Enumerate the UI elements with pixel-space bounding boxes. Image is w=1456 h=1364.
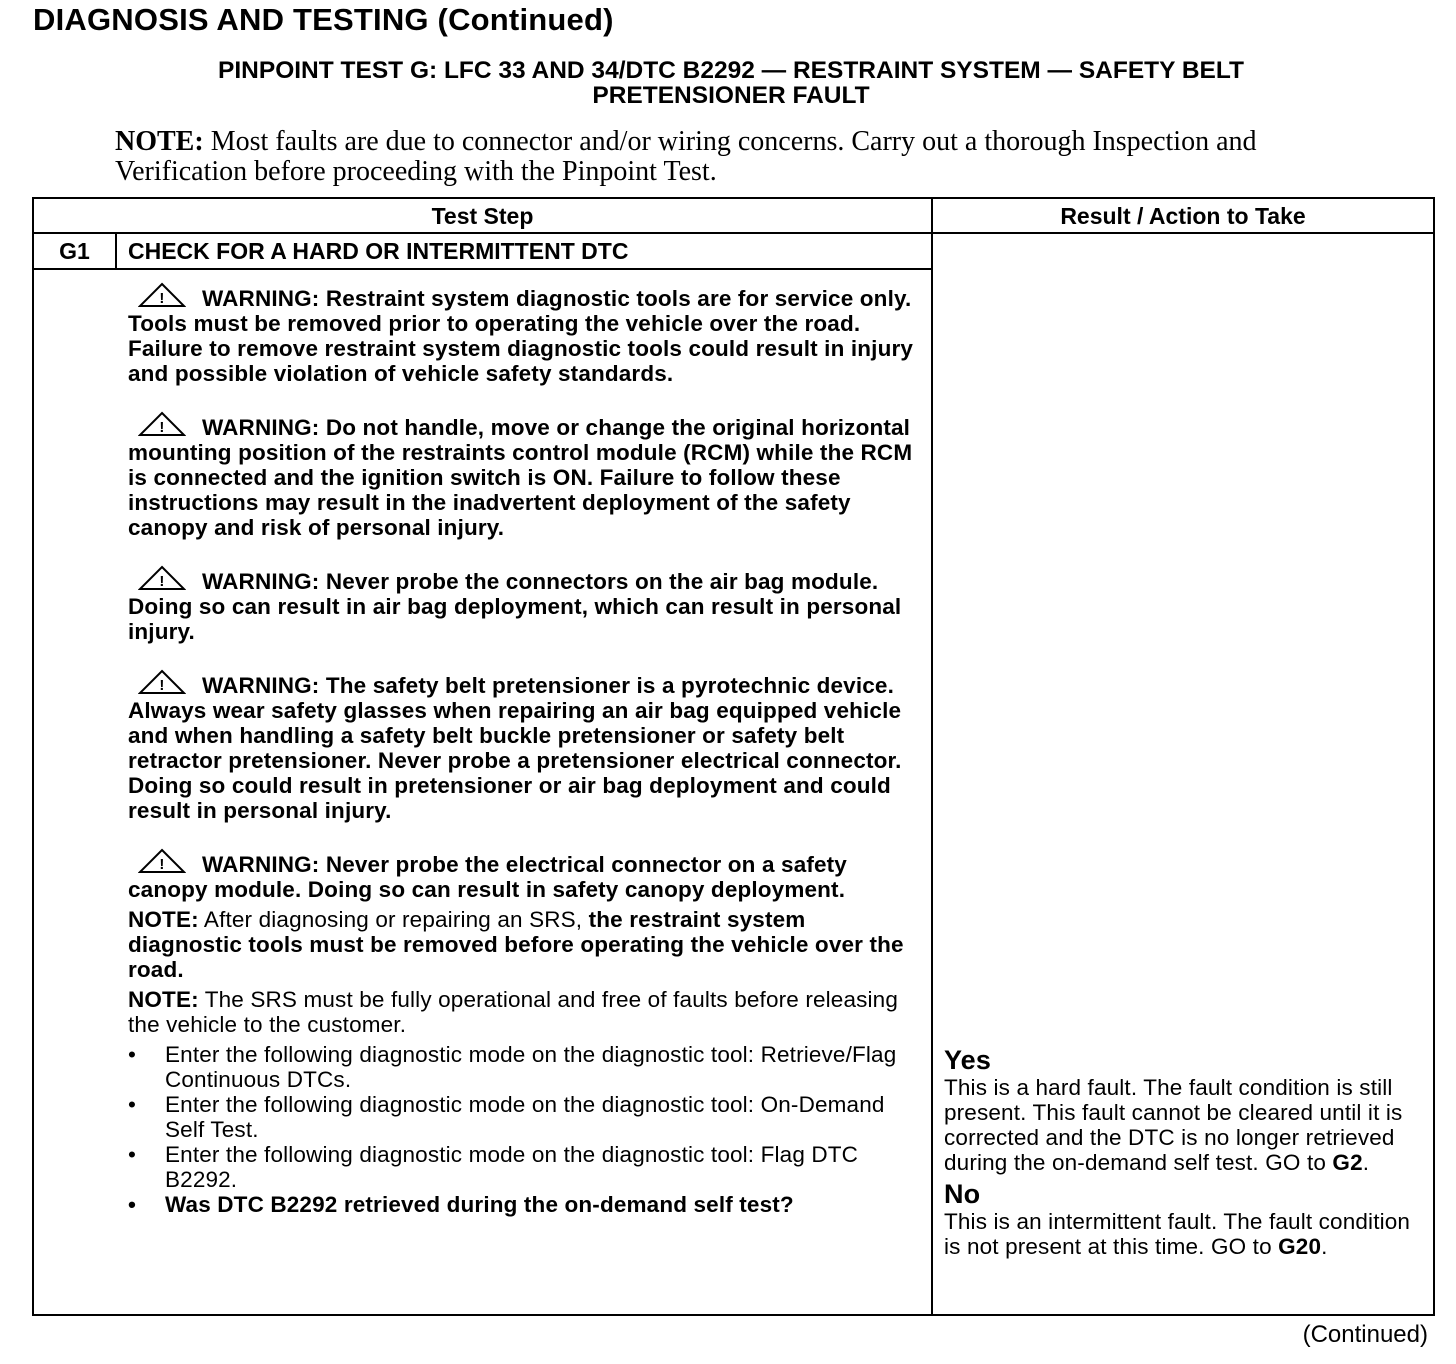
- warning-4-text: WARNING: The safety belt pretensioner is a pyrotechnic device. Always wear safety glasses when repairing an air bag equipped vehicle and when handling a safety belt buckle pretensioner or safety belt retractor pretensioner. Never probe a pretensioner electrical connector. Doing so could result in pretensioner or air bag deployment and could result in personal injury.: [128, 673, 902, 823]
- test-title-line2: PRETENSIONER FAULT: [592, 82, 870, 109]
- list-item-text: Enter the following diagnostic mode on the diagnostic tool: On-Demand Self Test.: [165, 1092, 885, 1142]
- pinpoint-test-title: [60, 58, 1402, 108]
- step-note-2-label: NOTE:: [128, 987, 199, 1012]
- bullet: •: [128, 1042, 137, 1067]
- svg-text:!: !: [159, 290, 165, 307]
- step-note-1-bold: the restraint system diagnostic tools must be removed before operating the vehicle over the road.: [128, 907, 904, 982]
- no-text: [944, 1209, 1430, 1259]
- intro-note: [115, 127, 1275, 187]
- step-title: CHECK FOR A HARD OR INTERMITTENT DTC: [128, 238, 629, 264]
- list-item-text: Enter the following diagnostic mode on the diagnostic tool: Flag DTC B2292.: [165, 1142, 859, 1192]
- warning-triangle-icon: [138, 282, 186, 308]
- list-item: [128, 1042, 918, 1092]
- table-column-divider: [931, 197, 933, 1316]
- svg-text:!: !: [159, 419, 165, 436]
- warning-1: [128, 282, 918, 386]
- svg-text:!: !: [159, 677, 165, 694]
- yes-description: This is a hard fault. The fault condition is still present. This fault cannot be cleared until it is corrected and the DTC is no longer retrieved during the on-demand self test. GO to: [944, 1075, 1403, 1175]
- warning-triangle-icon: [138, 565, 186, 591]
- yes-period: .: [1362, 1150, 1370, 1175]
- list-item: [128, 1142, 918, 1192]
- warning-3-text: WARNING: Never probe the connectors on the air bag module. Doing so can result in air bag deployment, which can result in personal injury.: [128, 569, 902, 644]
- test-title-line1: PINPOINT TEST G: LFC 33 AND 34/DTC B2292 — RESTRAINT SYSTEM — SAFETY BELT: [218, 57, 1244, 84]
- warning-5-text: WARNING: Never probe the electrical connector on a safety canopy module. Doing so can result in safety canopy deployment.: [128, 852, 847, 902]
- svg-text:!: !: [159, 573, 165, 590]
- procedure-list: [128, 1042, 918, 1217]
- result-column: [944, 1045, 1430, 1263]
- warning-4: [128, 669, 918, 823]
- continued-label: (Continued): [1302, 1321, 1428, 1348]
- yes-label: Yes: [944, 1045, 992, 1075]
- no-goto-link[interactable]: G20: [1278, 1234, 1322, 1259]
- intro-note-label: NOTE:: [115, 126, 204, 157]
- warning-1-text: WARNING: Restraint system diagnostic tools are for service only. Tools must be removed prior to operating the vehicle over the road. Failure to remove restraint system diagnostic tools could result in injury and possible violation of vehicle safety standards.: [128, 286, 914, 386]
- yes-goto-link[interactable]: G2: [1332, 1150, 1363, 1175]
- header-result-action: Result / Action to Take: [1060, 203, 1306, 229]
- warning-triangle-icon: [138, 669, 186, 695]
- question-item: [128, 1192, 918, 1217]
- step-note-1-plain: After diagnosing or repairing an SRS,: [203, 907, 583, 932]
- step-body: [128, 282, 918, 1217]
- step-note-1: [128, 907, 918, 982]
- step-note-1-label: NOTE:: [128, 907, 199, 932]
- svg-text:!: !: [159, 856, 165, 873]
- question-text: Was DTC B2292 retrieved during the on-demand self test?: [165, 1192, 794, 1217]
- warning-2-text: WARNING: Do not handle, move or change the original horizontal mounting position of the restraints control module (RCM) while the RCM is connected and the ignition switch is ON. Failure to follow these instructions may result in the inadvertent deployment of the safety canopy and risk of personal injury.: [128, 415, 913, 540]
- no-period: .: [1321, 1234, 1328, 1259]
- step-id: G1: [59, 238, 90, 264]
- warning-3: [128, 565, 918, 644]
- bullet: •: [128, 1192, 137, 1217]
- list-item-text: Enter the following diagnostic mode on the diagnostic tool: Retrieve/Flag Continuous DTCs.: [165, 1042, 897, 1092]
- bullet: •: [128, 1142, 137, 1167]
- yes-text: [944, 1075, 1430, 1175]
- warning-2: [128, 411, 918, 540]
- step-note-2: [128, 987, 918, 1037]
- warning-triangle-icon: [138, 848, 186, 874]
- no-label: No: [944, 1179, 981, 1209]
- no-description: This is an intermittent fault. The fault condition is not present at this time. GO to: [944, 1209, 1411, 1259]
- warning-triangle-icon: [138, 411, 186, 437]
- bullet: •: [128, 1092, 137, 1117]
- header-test-step: Test Step: [431, 203, 534, 229]
- page-title: DIAGNOSIS AND TESTING (Continued): [33, 2, 614, 37]
- warning-5: [128, 848, 918, 902]
- intro-note-text: Most faults are due to connector and/or wiring concerns. Carry out a thorough Inspection and Verification before proceeding with the Pinpoint Test.: [115, 126, 1257, 187]
- step-note-2-plain: The SRS must be fully operational and free of faults before releasing the vehicle to the customer.: [128, 987, 898, 1037]
- list-item: [128, 1092, 918, 1142]
